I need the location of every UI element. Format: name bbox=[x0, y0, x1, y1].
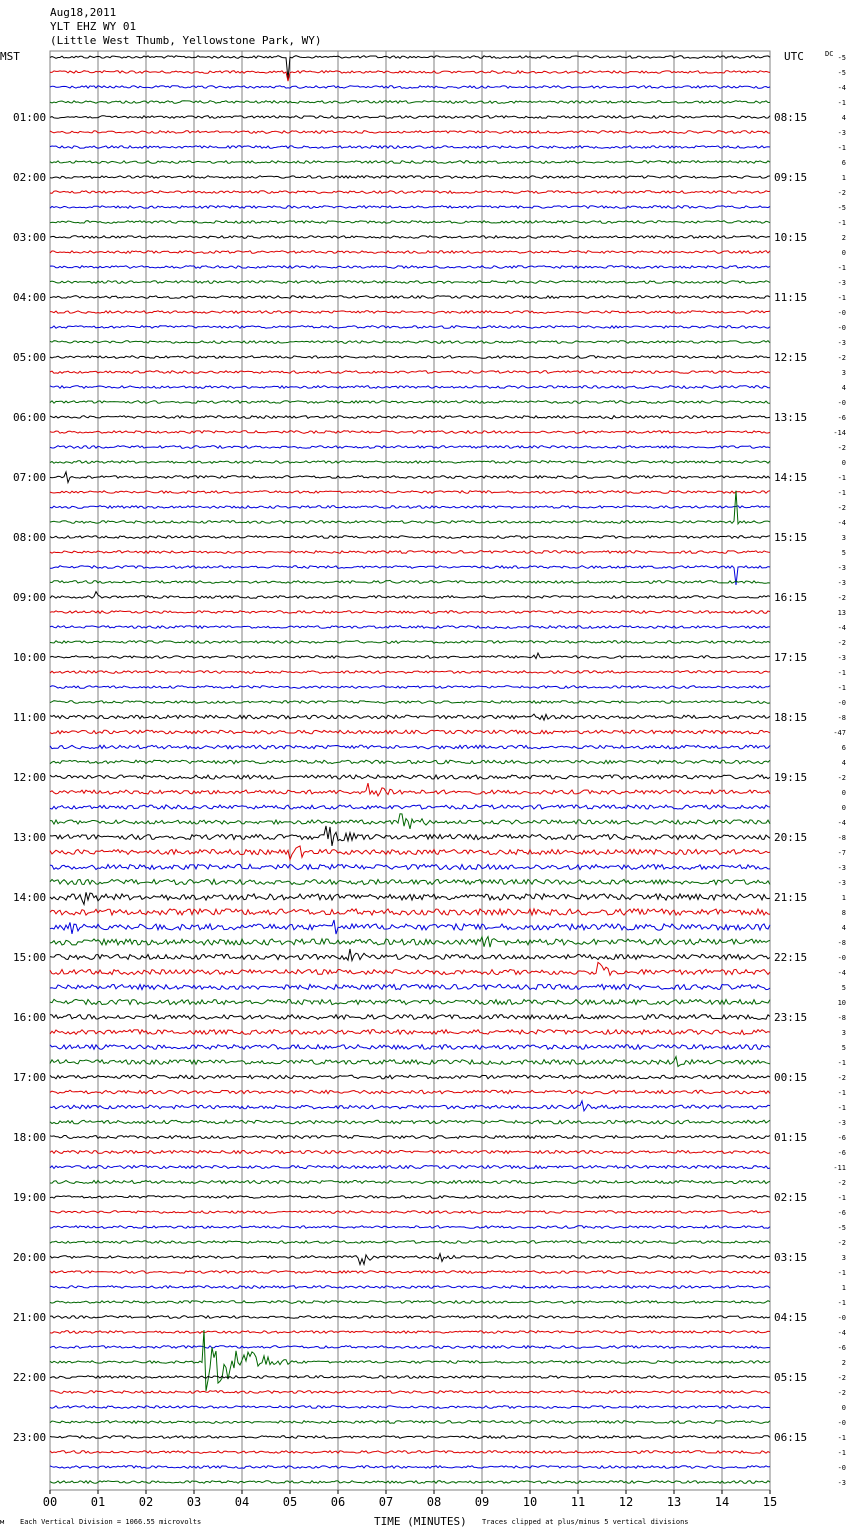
dc-offset-value: -0 bbox=[837, 309, 846, 317]
dc-offset-value: -5 bbox=[837, 54, 846, 62]
dc-offset-value: -4 bbox=[837, 519, 846, 527]
dc-offset-value: -6 bbox=[837, 1344, 846, 1352]
x-tick-label: 05 bbox=[282, 1495, 298, 1509]
dc-offset-value: -5 bbox=[837, 69, 846, 77]
left-hour-label: 16:00 bbox=[13, 1011, 47, 1024]
dc-offset-value: -1 bbox=[837, 489, 846, 497]
dc-offset-value: 6 bbox=[841, 159, 846, 167]
seismic-trace bbox=[50, 401, 770, 404]
right-hour-label: 14:15 bbox=[774, 471, 808, 484]
left-hour-label: 22:00 bbox=[13, 1371, 47, 1384]
x-axis-title: TIME (MINUTES) bbox=[374, 1515, 467, 1528]
x-tick-label: 00 bbox=[42, 1495, 58, 1509]
right-hour-label: 18:15 bbox=[774, 711, 808, 724]
x-tick-label: 15 bbox=[762, 1495, 778, 1509]
x-tick-label: 07 bbox=[378, 1495, 394, 1509]
left-hour-label: 21:00 bbox=[13, 1311, 47, 1324]
dc-offset-value: -6 bbox=[837, 1134, 846, 1142]
dc-offset-value: -14 bbox=[833, 429, 846, 437]
seismic-trace bbox=[50, 551, 770, 554]
dc-offset-value: -47 bbox=[833, 729, 846, 737]
seismic-trace bbox=[50, 116, 770, 119]
dc-offset-value: -5 bbox=[837, 1224, 846, 1232]
seismic-trace bbox=[50, 879, 770, 884]
x-tick-label: 10 bbox=[522, 1495, 538, 1509]
seismic-trace bbox=[50, 1286, 770, 1289]
seismic-trace bbox=[50, 251, 770, 254]
seismic-trace bbox=[50, 491, 770, 494]
left-hour-label: 19:00 bbox=[13, 1191, 47, 1204]
dc-offset-value: -0 bbox=[837, 399, 846, 407]
trace-group bbox=[50, 56, 770, 1484]
seismic-trace bbox=[50, 783, 770, 796]
left-hour-label: 20:00 bbox=[13, 1251, 47, 1264]
right-hour-label: 09:15 bbox=[774, 171, 808, 184]
left-hour-label: 17:00 bbox=[13, 1071, 47, 1084]
dc-offset-value: -2 bbox=[837, 774, 846, 782]
dc-offset-value: -3 bbox=[837, 864, 846, 872]
seismic-trace bbox=[50, 775, 770, 779]
dc-offset-value: -7 bbox=[837, 849, 846, 857]
seismic-trace bbox=[50, 1101, 770, 1111]
seismic-trace bbox=[50, 1376, 770, 1379]
left-hour-label: 04:00 bbox=[13, 291, 47, 304]
dc-offset-value: -0 bbox=[837, 1419, 846, 1427]
left-hour-label: 13:00 bbox=[13, 831, 47, 844]
seismic-trace bbox=[50, 920, 770, 934]
seismic-trace bbox=[50, 909, 770, 915]
seismic-trace bbox=[50, 416, 770, 419]
seismic-trace bbox=[50, 686, 770, 689]
seismic-trace bbox=[50, 1045, 770, 1050]
dc-offset-value: 5 bbox=[841, 549, 846, 557]
x-tick-label: 09 bbox=[474, 1495, 490, 1509]
seismic-trace bbox=[50, 1057, 770, 1067]
seismic-trace bbox=[50, 1135, 770, 1138]
left-hour-label: 05:00 bbox=[13, 351, 47, 364]
right-hour-label: 16:15 bbox=[774, 591, 808, 604]
seismic-trace bbox=[50, 472, 770, 483]
seismic-trace bbox=[50, 1165, 770, 1168]
dc-offset-value: -0 bbox=[837, 954, 846, 962]
dc-offset-value: 1 bbox=[841, 174, 846, 182]
dc-offset-value: -8 bbox=[837, 1014, 846, 1022]
seismic-trace bbox=[50, 56, 770, 79]
seismic-trace bbox=[50, 71, 770, 81]
seismic-trace bbox=[50, 962, 770, 975]
seismic-trace bbox=[50, 1120, 770, 1124]
dc-offset-value: -11 bbox=[833, 1164, 846, 1172]
dc-offset-value: -1 bbox=[837, 669, 846, 677]
dc-offset-value: -2 bbox=[837, 1179, 846, 1187]
dc-offset-value: -3 bbox=[837, 879, 846, 887]
dc-offset-value: 3 bbox=[841, 1029, 846, 1037]
dc-offset-value: -1 bbox=[837, 294, 846, 302]
footer-scale-note: Each Vertical Division = 1066.55 microvolts bbox=[20, 1518, 202, 1526]
right-hour-label: 05:15 bbox=[774, 1371, 808, 1384]
seismic-trace bbox=[50, 611, 770, 614]
dc-offset-value: 13 bbox=[837, 609, 846, 617]
seismic-trace bbox=[50, 580, 770, 583]
dc-offset-value: 0 bbox=[841, 789, 846, 797]
x-tick-label: 11 bbox=[570, 1495, 586, 1509]
seismic-trace bbox=[50, 949, 770, 961]
x-tick-label: 04 bbox=[234, 1495, 250, 1509]
seismic-trace bbox=[50, 999, 770, 1004]
seismic-trace bbox=[50, 356, 770, 359]
chart-title-date: Aug18,2011 bbox=[50, 6, 117, 19]
right-hour-label: 02:15 bbox=[774, 1191, 808, 1204]
dc-offset-value: -0 bbox=[837, 1464, 846, 1472]
footer-clip-note: Traces clipped at plus/minus 5 vertical divisions bbox=[482, 1518, 689, 1526]
seismic-trace bbox=[50, 266, 770, 269]
seismic-trace bbox=[50, 1436, 770, 1439]
seismic-trace bbox=[50, 592, 770, 599]
seismic-trace bbox=[50, 1151, 770, 1154]
dc-offset-value: 0 bbox=[841, 459, 846, 467]
dc-offset-value: 4 bbox=[841, 384, 846, 392]
seismic-trace bbox=[50, 892, 770, 904]
dc-offset-value: 10 bbox=[837, 999, 846, 1007]
x-tick-label: 12 bbox=[618, 1495, 634, 1509]
dc-offset-value: -2 bbox=[837, 189, 846, 197]
seismic-trace bbox=[50, 1075, 770, 1079]
seismic-trace bbox=[50, 1466, 770, 1469]
right-hour-label: 13:15 bbox=[774, 411, 808, 424]
seismic-trace bbox=[50, 326, 770, 329]
dc-column-label: DC bbox=[825, 50, 834, 58]
left-hour-label: 06:00 bbox=[13, 411, 47, 424]
seismic-trace bbox=[50, 86, 770, 89]
dc-offset-value: 3 bbox=[841, 534, 846, 542]
dc-offset-value: -1 bbox=[837, 1434, 846, 1442]
dc-offset-value: 4 bbox=[841, 759, 846, 767]
dc-offset-value: -8 bbox=[837, 834, 846, 842]
seismic-trace bbox=[50, 296, 770, 299]
dc-offset-value: 0 bbox=[841, 804, 846, 812]
seismic-trace bbox=[50, 146, 770, 149]
right-hour-label: 04:15 bbox=[774, 1311, 808, 1324]
dc-offset-value: -2 bbox=[837, 354, 846, 362]
x-tick-label: 08 bbox=[426, 1495, 442, 1509]
seismic-trace bbox=[50, 653, 770, 659]
dc-offset-labels bbox=[833, 54, 846, 1487]
dc-offset-value: 4 bbox=[841, 924, 846, 932]
left-hour-label: 10:00 bbox=[13, 651, 47, 664]
seismic-trace bbox=[50, 864, 770, 869]
seismic-trace bbox=[50, 1271, 770, 1274]
right-hour-label: 11:15 bbox=[774, 291, 808, 304]
dc-offset-value: -2 bbox=[837, 639, 846, 647]
dc-offset-value: -3 bbox=[837, 129, 846, 137]
left-hour-label: 09:00 bbox=[13, 591, 47, 604]
seismic-trace bbox=[50, 1241, 770, 1244]
x-axis-ticks bbox=[43, 1490, 777, 1509]
dc-offset-value: -0 bbox=[837, 699, 846, 707]
seismic-trace bbox=[50, 730, 770, 734]
dc-offset-value: 2 bbox=[841, 234, 846, 242]
x-tick-label: 03 bbox=[186, 1495, 202, 1509]
seismic-trace bbox=[50, 1254, 770, 1265]
seismic-trace bbox=[50, 1211, 770, 1214]
seismic-trace bbox=[50, 626, 770, 629]
dc-offset-value: -5 bbox=[837, 204, 846, 212]
seismic-trace bbox=[50, 1346, 770, 1349]
seismic-trace bbox=[50, 386, 770, 389]
dc-offset-value: -6 bbox=[837, 1209, 846, 1217]
seismic-trace bbox=[50, 714, 770, 720]
dc-offset-value: -1 bbox=[837, 144, 846, 152]
dc-offset-value: -0 bbox=[837, 1314, 846, 1322]
right-hour-label: 21:15 bbox=[774, 891, 808, 904]
right-hour-label: 06:15 bbox=[774, 1431, 808, 1444]
dc-offset-value: -3 bbox=[837, 579, 846, 587]
dc-offset-value: -2 bbox=[837, 1389, 846, 1397]
dc-offset-value: -1 bbox=[837, 1089, 846, 1097]
right-hour-label: 10:15 bbox=[774, 231, 808, 244]
seismic-trace bbox=[50, 701, 770, 704]
seismic-trace bbox=[50, 1421, 770, 1424]
right-hour-label: 08:15 bbox=[774, 111, 808, 124]
dc-offset-value: -1 bbox=[837, 1269, 846, 1277]
seismic-trace bbox=[50, 431, 770, 434]
seismic-trace bbox=[50, 461, 770, 464]
right-hour-labels bbox=[774, 111, 807, 1444]
dc-offset-value: -3 bbox=[837, 564, 846, 572]
right-hour-label: 22:15 bbox=[774, 951, 808, 964]
dc-offset-value: 1 bbox=[841, 894, 846, 902]
seismic-trace bbox=[50, 1090, 770, 1094]
right-hour-label: 19:15 bbox=[774, 771, 808, 784]
dc-offset-value: -4 bbox=[837, 1329, 846, 1337]
right-hour-label: 15:15 bbox=[774, 531, 808, 544]
seismic-trace bbox=[50, 311, 770, 314]
seismic-trace bbox=[50, 101, 770, 104]
chart-station-location: (Little West Thumb, Yellowstone Park, WY) bbox=[50, 34, 322, 47]
dc-offset-value: -2 bbox=[837, 444, 846, 452]
left-hour-label: 12:00 bbox=[13, 771, 47, 784]
dc-offset-value: -1 bbox=[837, 264, 846, 272]
dc-offset-value: -4 bbox=[837, 969, 846, 977]
seismic-trace bbox=[50, 1406, 770, 1409]
seismic-trace bbox=[50, 1226, 770, 1229]
seismic-trace bbox=[50, 1451, 770, 1454]
seismic-trace bbox=[50, 1330, 770, 1391]
x-tick-label: 06 bbox=[330, 1495, 346, 1509]
right-hour-label: 03:15 bbox=[774, 1251, 808, 1264]
x-tick-label: 14 bbox=[714, 1495, 730, 1509]
seismic-trace bbox=[50, 221, 770, 224]
seismic-trace bbox=[50, 506, 770, 509]
seismic-trace bbox=[50, 131, 770, 134]
left-hour-label: 01:00 bbox=[13, 111, 47, 124]
dc-offset-value: -1 bbox=[837, 1104, 846, 1112]
seismic-trace bbox=[50, 805, 770, 809]
seismic-trace bbox=[50, 236, 770, 239]
dc-offset-value: -0 bbox=[837, 324, 846, 332]
seismic-trace bbox=[50, 984, 770, 989]
left-hour-label: 14:00 bbox=[13, 891, 47, 904]
seismic-trace bbox=[50, 536, 770, 539]
left-hour-label: 11:00 bbox=[13, 711, 47, 724]
dc-offset-value: -6 bbox=[837, 414, 846, 422]
dc-offset-value: -2 bbox=[837, 594, 846, 602]
footer-corner-mark: м bbox=[0, 1518, 5, 1526]
seismic-trace bbox=[50, 1331, 770, 1334]
left-hour-label: 07:00 bbox=[13, 471, 47, 484]
seismic-trace bbox=[50, 1181, 770, 1184]
dc-offset-value: 2 bbox=[841, 1359, 846, 1367]
seismic-trace bbox=[50, 814, 770, 829]
chart-station-code: YLT EHZ WY 01 bbox=[50, 20, 137, 33]
left-hour-label: 08:00 bbox=[13, 531, 47, 544]
dc-offset-value: -4 bbox=[837, 84, 846, 92]
left-timezone-label: MST bbox=[0, 50, 20, 63]
dc-offset-value: -3 bbox=[837, 339, 846, 347]
seismic-trace bbox=[50, 1391, 770, 1394]
dc-offset-value: -8 bbox=[837, 939, 846, 947]
left-hour-label: 18:00 bbox=[13, 1131, 47, 1144]
dc-offset-value: 1 bbox=[841, 1284, 846, 1292]
seismic-trace bbox=[50, 1301, 770, 1304]
left-hour-label: 15:00 bbox=[13, 951, 47, 964]
seismic-trace bbox=[50, 161, 770, 164]
dc-offset-value: -8 bbox=[837, 714, 846, 722]
left-hour-labels bbox=[13, 111, 46, 1444]
seismic-trace bbox=[50, 846, 770, 860]
dc-offset-value: 5 bbox=[841, 1044, 846, 1052]
dc-offset-value: -3 bbox=[837, 654, 846, 662]
right-hour-label: 00:15 bbox=[774, 1071, 808, 1084]
seismic-trace bbox=[50, 1015, 770, 1020]
seismic-trace bbox=[50, 1481, 770, 1484]
dc-offset-value: -1 bbox=[837, 1059, 846, 1067]
x-tick-label: 13 bbox=[666, 1495, 682, 1509]
seismic-trace bbox=[50, 341, 770, 344]
dc-offset-value: -1 bbox=[837, 99, 846, 107]
dc-offset-value: -3 bbox=[837, 1479, 846, 1487]
dc-offset-value: -1 bbox=[837, 1299, 846, 1307]
seismic-trace bbox=[50, 937, 770, 948]
dc-offset-value: 3 bbox=[841, 369, 846, 377]
right-hour-label: 12:15 bbox=[774, 351, 808, 364]
right-timezone-label: UTC bbox=[784, 50, 804, 63]
dc-offset-value: 0 bbox=[841, 249, 846, 257]
seismic-trace bbox=[50, 671, 770, 674]
seismic-trace bbox=[50, 446, 770, 449]
seismic-trace bbox=[50, 191, 770, 194]
dc-offset-value: 3 bbox=[841, 1254, 846, 1262]
right-hour-label: 20:15 bbox=[774, 831, 808, 844]
dc-offset-value: -4 bbox=[837, 819, 846, 827]
seismic-trace bbox=[50, 1030, 770, 1035]
seismic-trace bbox=[50, 760, 770, 764]
right-hour-label: 17:15 bbox=[774, 651, 808, 664]
dc-offset-value: 0 bbox=[841, 1404, 846, 1412]
dc-offset-value: -2 bbox=[837, 1074, 846, 1082]
dc-offset-value: -1 bbox=[837, 474, 846, 482]
dc-offset-value: 5 bbox=[841, 984, 846, 992]
seismic-trace bbox=[50, 491, 770, 524]
x-tick-label: 01 bbox=[90, 1495, 106, 1509]
dc-offset-value: 8 bbox=[841, 909, 846, 917]
dc-offset-value: -3 bbox=[837, 279, 846, 287]
dc-offset-value: -6 bbox=[837, 1149, 846, 1157]
left-hour-label: 02:00 bbox=[13, 171, 47, 184]
dc-offset-value: -1 bbox=[837, 1194, 846, 1202]
right-hour-label: 23:15 bbox=[774, 1011, 808, 1024]
seismic-trace bbox=[50, 641, 770, 644]
right-hour-label: 01:15 bbox=[774, 1131, 808, 1144]
seismic-trace bbox=[50, 281, 770, 284]
left-hour-label: 23:00 bbox=[13, 1431, 47, 1444]
left-hour-label: 03:00 bbox=[13, 231, 47, 244]
seismic-trace bbox=[50, 206, 770, 209]
dc-offset-value: -2 bbox=[837, 504, 846, 512]
dc-offset-value: 6 bbox=[841, 744, 846, 752]
dc-offset-value: -1 bbox=[837, 1449, 846, 1457]
dc-offset-value: -2 bbox=[837, 1374, 846, 1382]
seismic-trace bbox=[50, 1196, 770, 1199]
seismic-trace bbox=[50, 745, 770, 749]
seismic-trace bbox=[50, 176, 770, 179]
x-tick-label: 02 bbox=[138, 1495, 154, 1509]
seismic-trace bbox=[50, 1316, 770, 1319]
seismic-trace bbox=[50, 371, 770, 374]
dc-offset-value: -1 bbox=[837, 219, 846, 227]
dc-offset-value: -4 bbox=[837, 624, 846, 632]
dc-offset-value: -1 bbox=[837, 684, 846, 692]
dc-offset-value: -2 bbox=[837, 1239, 846, 1247]
dc-offset-value: 4 bbox=[841, 114, 846, 122]
dc-offset-value: -3 bbox=[837, 1119, 846, 1127]
